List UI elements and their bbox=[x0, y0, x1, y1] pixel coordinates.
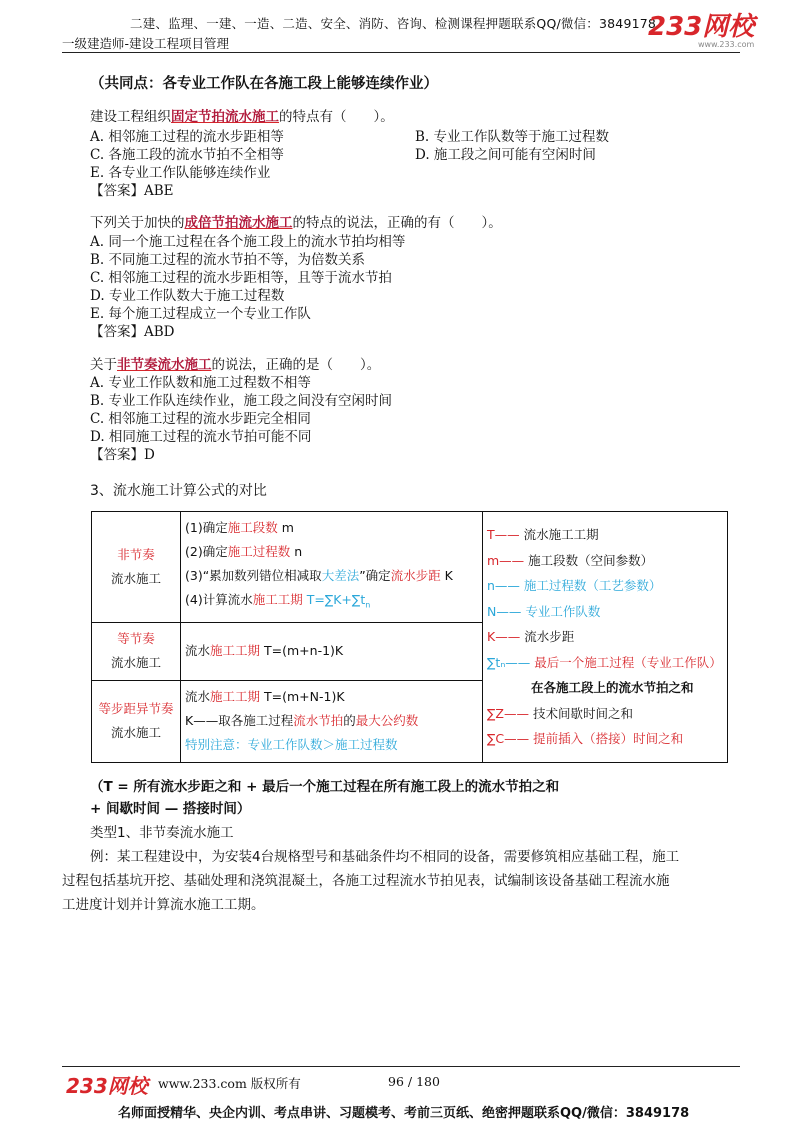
brand-logo: 233网校 www.233.com bbox=[648, 12, 755, 49]
q2-option-a: A. 同一个施工过程在各个施工段上的流水节拍均相等 bbox=[90, 234, 406, 250]
q3-option-a: A. 专业工作队数和施工过程数不相等 bbox=[90, 375, 311, 391]
row-body-equal-step: 流水施工工期 T=(m+N-1)K K——取各施工过程流水节拍的最大公约数 特别注意：专业工作队数＞施工过程数 bbox=[181, 680, 483, 762]
example-line3: 工进度计划并计算流水施工工期。 bbox=[62, 897, 265, 913]
q2-answer: 【答案】ABD bbox=[90, 324, 175, 340]
q2-option-c: C. 相邻施工过程的流水步距相等，且等于流水节拍 bbox=[90, 270, 392, 286]
legend-item: 在各施工段上的流水节拍之和 bbox=[531, 680, 694, 695]
row-name-nonrhythmic: 非节奏 流水施工 bbox=[92, 512, 181, 623]
section-title: 3、流水施工计算公式的对比 bbox=[90, 483, 267, 499]
legend-item: ∑tₙ—— 最后一个施工过程（专业工作队） bbox=[487, 654, 722, 670]
q1-option-d: D. 施工段之间可能有空闲时间 bbox=[415, 147, 596, 163]
q3-option-d: D. 相同施工过程的流水节拍可能不同 bbox=[90, 429, 312, 445]
row-body-nonrhythmic: (1)确定施工段数 m (2)确定施工过程数 n (3)“累加数列错位相减取大差法”确定流水步距 K (4)计算流水施工工期 $T=\sum K+\sum t_n$ bbox=[181, 512, 483, 623]
q3-option-b: B. 专业工作队连续作业，施工段之间没有空闲时间 bbox=[90, 393, 393, 409]
legend-item: ∑C—— 提前插入（搭接）时间之和 bbox=[487, 731, 684, 746]
type-heading: 类型1、非节奏流水施工 bbox=[90, 825, 234, 841]
q2-option-d: D. 专业工作队数大于施工过程数 bbox=[90, 288, 285, 304]
legend-item: T—— 流水施工工期 bbox=[487, 527, 599, 542]
q3-stem: 关于非节奏流水施工的说法，正确的是（ ）。 bbox=[90, 357, 381, 373]
symbol-legend bbox=[483, 512, 728, 763]
legend-item: K—— 流水步距 bbox=[487, 629, 575, 644]
q1-option-c: C. 各施工段的流水节拍不全相等 bbox=[90, 147, 284, 163]
header-contact: 二建、监理、一建、一造、二造、安全、消防、咨询、检测课程押题联系QQ/微信：3849178 bbox=[130, 16, 657, 31]
q1-option-b: B. 专业工作队数等于施工过程数 bbox=[415, 129, 610, 145]
example-line1: 例：某工程建设中，为安装4台规格型号和基础条件均不相同的设备，需要修筑相应基础工程，施工 bbox=[90, 849, 680, 865]
q3-answer: 【答案】D bbox=[90, 447, 155, 463]
q2-stem: 下列关于加快的成倍节拍流水施工的特点的说法，正确的有（ ）。 bbox=[90, 215, 502, 231]
row-name-rhythmic: 等节奏 流水施工 bbox=[92, 622, 181, 680]
example-line2: 过程包括基坑开挖、基础处理和浇筑混凝土，各施工过程流水节拍见表，试编制该设备基础工程流水施 bbox=[62, 873, 670, 889]
q1-stem: 建设工程组织固定节拍流水施工的特点有（ ）。 bbox=[90, 109, 394, 125]
q1-answer: 【答案】ABE bbox=[90, 183, 174, 199]
legend-item: n—— 施工过程数（工艺参数） bbox=[487, 578, 662, 593]
footer-copyright: www.233.com 版权所有 bbox=[158, 1076, 301, 1091]
formula-note-line2: + 间歇时间 — 搭接时间） bbox=[90, 801, 251, 817]
row-name-equal-step: 等步距异节奏 流水施工 bbox=[92, 680, 181, 762]
intro-note: （共同点：各专业工作队在各施工段上能够连续作业） bbox=[90, 76, 438, 92]
formula-note-line1: （T = 所有流水步距之和 + 最后一个施工过程在所有施工段上的流水节拍之和 bbox=[90, 779, 560, 795]
legend-item: N—— 专业工作队数 bbox=[487, 603, 601, 619]
footer-divider bbox=[62, 1066, 740, 1067]
q2-option-b: B. 不同施工过程的流水节拍不等，为倍数关系 bbox=[90, 252, 366, 268]
page-number: 96 / 180 bbox=[388, 1074, 440, 1089]
q3-option-c: C. 相邻施工过程的流水步距完全相同 bbox=[90, 411, 311, 427]
row-body-rhythmic: 流水施工工期 T=(m+n-1)K bbox=[181, 622, 483, 680]
footer-contact: 名师面授精华、央企内训、考点串讲、习题模考、考前三页纸、绝密押题联系QQ/微信：3849178 bbox=[118, 1106, 690, 1121]
legend-item: ∑Z—— 技术间歇时间之和 bbox=[487, 705, 633, 721]
footer-logo: 233网校 bbox=[66, 1074, 148, 1098]
header-subject: 一级建造师-建设工程项目管理 bbox=[62, 36, 230, 51]
formula-comparison-table bbox=[91, 511, 728, 763]
q1-option-a: A. 相邻施工过程的流水步距相等 bbox=[90, 129, 284, 145]
table-row-nonrhythmic bbox=[92, 512, 728, 623]
q2-option-e: E. 每个施工过程成立一个专业工作队 bbox=[90, 306, 311, 322]
q1-option-e: E. 各专业工作队能够连续作业 bbox=[90, 165, 271, 181]
header-divider bbox=[62, 52, 740, 53]
legend-item: m—— 施工段数（空间参数） bbox=[487, 552, 654, 568]
